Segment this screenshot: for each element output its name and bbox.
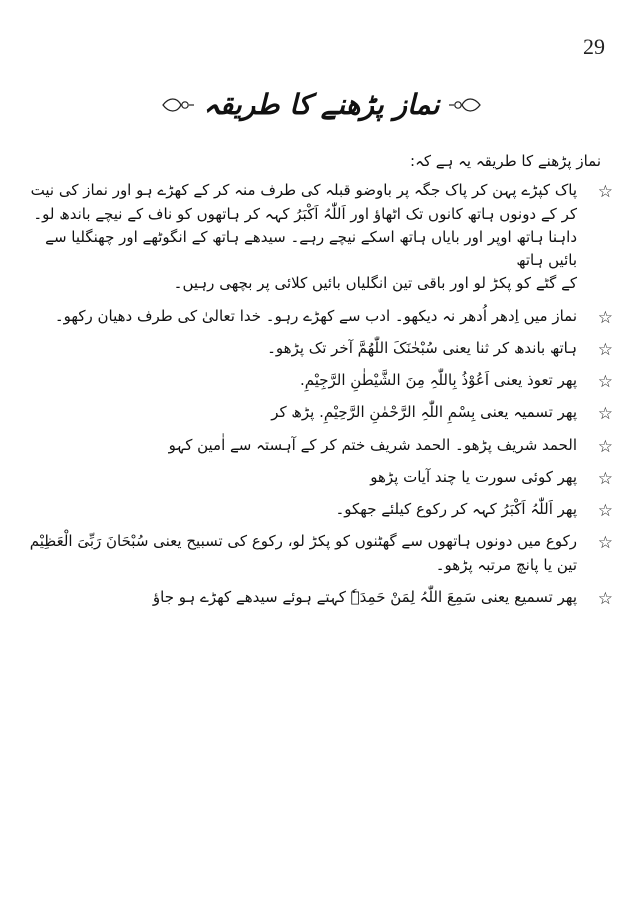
ornament-icon [448,94,482,116]
list-item [23,586,613,609]
list-item [23,434,613,457]
list-item [23,305,613,328]
star-icon: ☆ [597,404,613,425]
instruction-list [23,179,613,609]
star-icon: ☆ [597,372,613,392]
intro-text: نماز پڑھنے کا طریقہ یہ ہے کہ: [410,152,601,170]
star-icon: ☆ [597,339,613,360]
star-icon: ☆ [597,501,613,521]
list-item-text: پھر تسمیع یعنی سَمِعَ اللّٰہُ لِمَنْ حَمِدَہٗ کہتے ہوئے سیدھے کھڑے ہو جاؤ [152,587,577,606]
list-item-text: نماز میں اِدھر اُدھر نہ دیکھو۔ ادب سے کھڑے رہو۔ خدا تعالیٰ کی طرف دھیان رکھو۔ [54,306,577,325]
star-icon: ☆ [597,468,613,489]
list-item-text: پھر کوئی سورت یا چند آیات پڑھو [370,467,577,486]
list-item-text: تین یا پانچ مرتبہ پڑھو۔ [435,555,577,574]
content [23,150,613,618]
ornament-icon [161,94,195,116]
star-icon: ☆ [597,588,613,609]
star-icon: ☆ [597,533,613,554]
list-item [23,466,613,489]
star-icon: ☆ [597,436,613,457]
list-item [23,401,613,424]
list-item [23,179,613,295]
page-title: نماز پڑھنے کا طریقہ [203,88,440,121]
list-item [23,530,613,577]
star-icon: ☆ [597,307,613,328]
list-item-text: پھر تسمیہ یعنی بِسْمِ اللّٰہِ الرَّحْمٰنِ الرَّحِیْمِ. پڑھ کر [271,403,577,422]
star-icon: ☆ [597,182,613,203]
list-item-text: ہاتھ باندھ کر ثنا یعنی سُبْحٰنَکَ اللّٰھُمَّ آخر تک پڑھو۔ [267,338,577,357]
list-item-text: کے گٹے کو پکڑ لو اور باقی تین انگلیاں بائیں کلائی پر بچھی رہیں۔ [173,274,577,293]
list-item-text: پاک کپڑے پہن کر پاک جگہ پر باوضو قبلہ کی طرف منہ کر کے کھڑے ہو اور نماز کی نیت [30,181,577,200]
list-item-text: رکوع میں دونوں ہاتھوں سے گھٹنوں کو پکڑ لو، رکوع کی تسبیح یعنی سُبْحَانَ رَبِّیَ الْعَظِیْم [29,532,577,551]
list-item-text: پھر اَللّٰہُ اَکْبَرُ کہہ کر رکوع کیلئے جھکو۔ [335,500,577,518]
list-item-text: کر کے دونوں ہاتھ کانوں تک اٹھاؤ اور اَللّٰہُ اَکْبَرُ کہہ کر ہاتھوں کو ناف کے نیچے باندھ لو۔ [33,204,577,223]
list-item [23,498,613,521]
list-item-text: الحمد شریف پڑھو۔ الحمد شریف ختم کر کے آہستہ سے اٰمین کہو [168,435,577,454]
list-item-text: داہنا ہاتھ اوپر اور بایاں ہاتھ اسکے نیچے رہے۔ سیدھے ہاتھ کے انگوٹھے اور چھنگلیا سے بائیں ہاتھ [45,227,577,269]
title-row [0,88,643,122]
list-item [23,369,613,392]
list-item [23,337,613,360]
list-item-text: پھر تعوذ یعنی اَعُوْذُ بِاللّٰہِ مِنَ الشَّیْطٰنِ الرَّجِیْمِ. [299,371,577,389]
page-number: 29 [583,34,605,59]
